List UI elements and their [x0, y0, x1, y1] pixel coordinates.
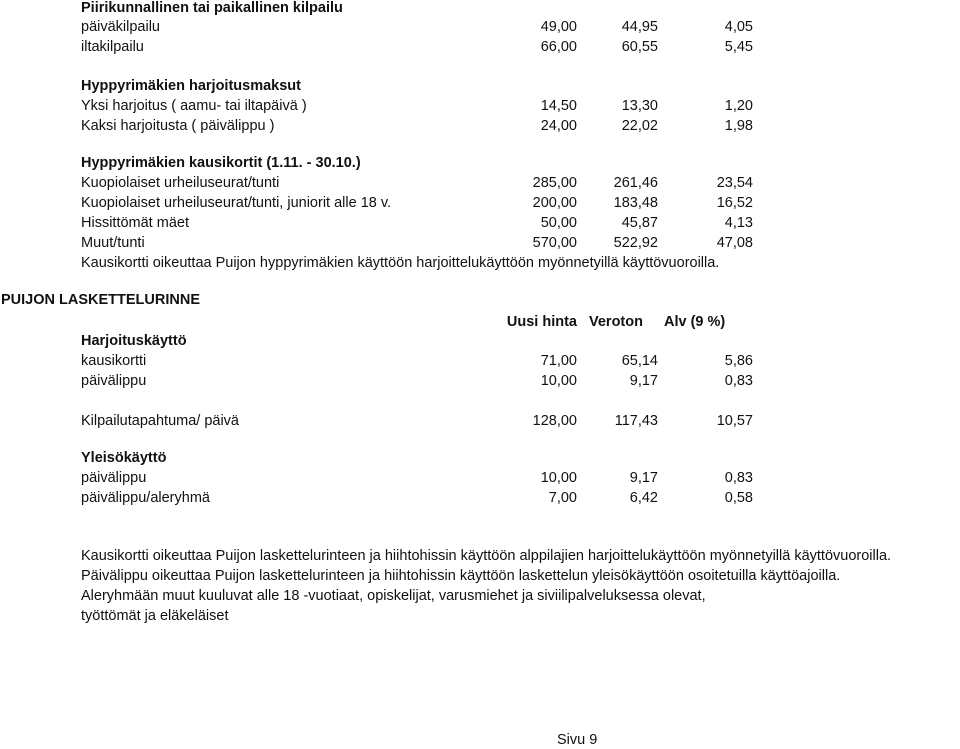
price-alv: 23,54 [716, 175, 753, 191]
price-uusi: 14,50 [540, 98, 577, 114]
section-title-harjoitusmaksut: Hyppyrimäkien harjoitusmaksut [81, 78, 301, 94]
price-veroton: 45,87 [621, 215, 658, 231]
price-veroton: 261,46 [613, 175, 658, 191]
row-label: Kaksi harjoitusta ( päivälippu ) [81, 118, 275, 134]
price-alv: 16,52 [716, 195, 753, 211]
price-alv: 0,83 [724, 373, 753, 389]
note-line: Aleryhmään muut kuuluvat alle 18 -vuotiaat, opiskelijat, varusmiehet ja siviilipalveluksessa olevat, [81, 588, 706, 604]
price-alv: 10,57 [716, 413, 753, 429]
price-veroton: 9,17 [629, 470, 658, 486]
price-uusi: 7,00 [548, 490, 577, 506]
row-label: päivälippu/aleryhmä [81, 490, 210, 506]
note-line: työttömät ja eläkeläiset [81, 608, 229, 624]
price-uusi: 128,00 [532, 413, 577, 429]
price-alv: 1,20 [724, 98, 753, 114]
row-label: päivälippu [81, 373, 147, 389]
row-label: Hissittömät mäet [81, 215, 189, 231]
price-uusi: 66,00 [540, 39, 577, 55]
price-alv: 5,86 [724, 353, 753, 369]
price-alv: 5,45 [724, 39, 753, 55]
price-alv: 1,98 [724, 118, 753, 134]
price-veroton: 183,48 [613, 195, 658, 211]
price-uusi: 10,00 [540, 373, 577, 389]
header-alv: Alv (9 %) [664, 314, 726, 330]
price-uusi: 71,00 [540, 353, 577, 369]
price-uusi: 24,00 [540, 118, 577, 134]
row-label: Yksi harjoitus ( aamu- tai iltapäivä ) [81, 98, 307, 114]
price-uusi: 50,00 [540, 215, 577, 231]
price-uusi: 285,00 [532, 175, 577, 191]
price-alv: 0,58 [724, 490, 753, 506]
note-line: Kausikortti oikeuttaa Puijon laskettelurinteen ja hiihtohissin käyttöön alppilajien harjoittelukäyttöön myönnetyillä käyttövuoroilla. [81, 548, 892, 564]
price-veroton: 60,55 [621, 39, 658, 55]
row-label: päivälippu [81, 470, 147, 486]
harjoituskaytto-title: Harjoituskäyttö [81, 333, 187, 349]
price-uusi: 570,00 [532, 235, 577, 251]
row-label: kausikortti [81, 353, 147, 369]
price-veroton: 22,02 [621, 118, 658, 134]
price-alv: 4,05 [724, 19, 753, 35]
row-label: päiväkilpailu [81, 19, 160, 35]
price-alv: 47,08 [716, 235, 753, 251]
price-veroton: 13,30 [621, 98, 658, 114]
price-uusi: 10,00 [540, 470, 577, 486]
puijon-title: PUIJON LASKETTELURINNE [1, 292, 200, 308]
price-veroton: 9,17 [629, 373, 658, 389]
price-veroton: 65,14 [621, 353, 658, 369]
header-uusi-hinta: Uusi hinta [506, 314, 577, 330]
section-title-kausikortit: Hyppyrimäkien kausikortit (1.11. - 30.10.) [81, 155, 361, 171]
section-title-piirikunnallinen: Piirikunnallinen tai paikallinen kilpailu [81, 0, 343, 16]
price-uusi: 49,00 [540, 19, 577, 35]
page-number: Sivu 9 [557, 732, 598, 748]
row-label: Kilpailutapahtuma/ päivä [81, 413, 239, 429]
price-alv: 4,13 [724, 215, 753, 231]
row-label: iltakilpailu [81, 39, 144, 55]
yleisokaytto-title: Yleisökäyttö [81, 450, 167, 466]
price-uusi: 200,00 [532, 195, 577, 211]
row-label: Muut/tunti [81, 235, 145, 251]
row-label: Kuopiolaiset urheiluseurat/tunti, juniorit alle 18 v. [81, 195, 392, 211]
price-veroton: 6,42 [629, 490, 658, 506]
price-veroton: 117,43 [614, 413, 658, 429]
kausikortti-note: Kausikortti oikeuttaa Puijon hyppyrimäkien käyttöön harjoittelukäyttöön myönnetyillä käyttövuoroilla. [81, 255, 720, 271]
price-veroton: 522,92 [613, 235, 658, 251]
row-label: Kuopiolaiset urheiluseurat/tunti [81, 175, 280, 191]
price-alv: 0,83 [724, 470, 753, 486]
note-line: Päivälippu oikeuttaa Puijon laskettelurinteen ja hiihtohissin käyttöön laskettelun yleisökäyttöön osoitetuilla käyttöajoilla. [81, 568, 841, 584]
price-veroton: 44,95 [621, 19, 658, 35]
header-veroton: Veroton [589, 314, 643, 330]
